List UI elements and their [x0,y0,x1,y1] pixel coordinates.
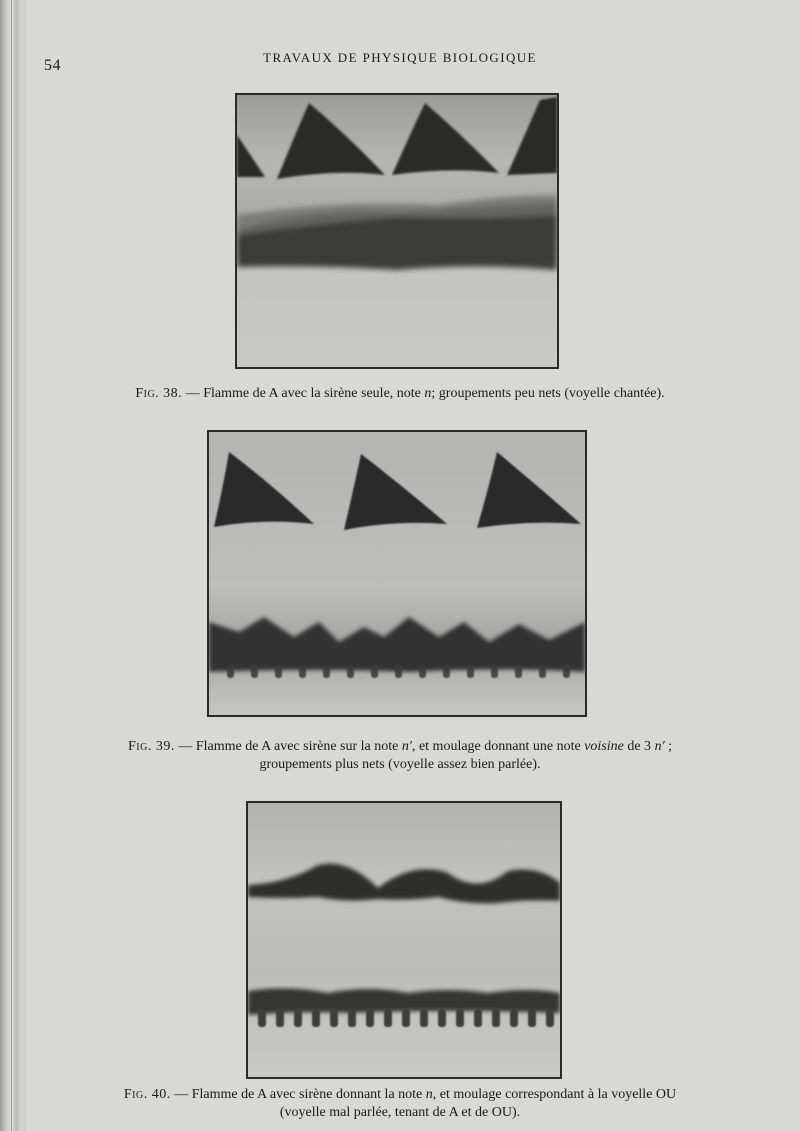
figure-40-photograph [246,801,562,1079]
figure-39-caption-line-2: groupements plus nets (voyelle assez bien parlée). [259,757,541,772]
figure-40-caption-text-b: , et moulage correspondant à la voyelle OU [432,1087,677,1102]
figure-38-caption [60,385,740,403]
figure-38-caption-note: n [424,386,432,401]
figure-39-caption-text-c: de 3 [623,739,655,754]
figure-39-caption-line-1 [60,738,740,756]
figure-39-caption-note-1: n′ [401,739,412,754]
figure-40-caption [60,1086,740,1122]
figure-38-caption-text-a: — Flamme de A avec la sirène seule, note [185,386,425,401]
figure-40-caption-note: n [425,1087,433,1102]
figure-38-caption-text-b: ; groupements peu nets (voyelle chantée). [431,386,665,401]
book-spine [0,0,26,1131]
figure-39-caption-text-d: ; [664,739,673,754]
figure-39-caption [60,738,740,774]
running-head: TRAVAUX DE PHYSIQUE BIOLOGIQUE [263,50,537,65]
figure-39-caption-text-b: , et moulage donnant une note [411,739,585,754]
figure-40-caption-line-2: (voyelle mal parlée, tenant de A et de OU). [279,1105,521,1120]
figure-38-label: Fig. 38. [135,386,183,401]
figure-40-caption-text-a: — Flamme de A avec sirène donnant la note [174,1087,426,1102]
figure-40-label: Fig. 40. [123,1087,171,1102]
figure-39-label: Fig. 39. [127,739,175,754]
figure-39-photograph [207,430,587,717]
spine-line [11,0,12,1131]
figure-40-caption-line-1 [60,1086,740,1104]
figure-39-caption-note-2: n′ [654,739,665,754]
figure-39-caption-voisine: voisine [584,739,624,754]
figure-39-caption-text-a: — Flamme de A avec sirène sur la note [178,739,402,754]
figure-38-photograph [235,93,559,369]
page-number: 54 [44,57,61,74]
